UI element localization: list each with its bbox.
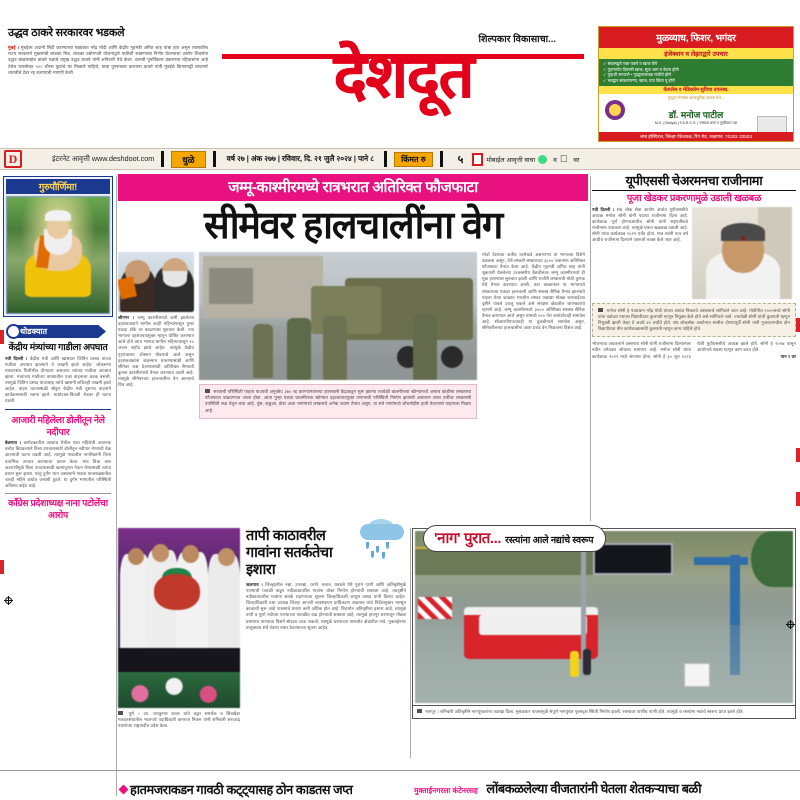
mid-story-dateline: जळगाव । <box>246 582 263 587</box>
lead-story-body <box>8 45 208 76</box>
newspaper-logo: देशदूत <box>333 43 473 111</box>
person-shape <box>570 651 579 677</box>
flood-caption <box>417 709 791 715</box>
divider <box>161 151 164 167</box>
photo-flooded-street <box>415 531 793 703</box>
main-body-left <box>118 315 194 388</box>
right-story-highlight-box <box>592 303 796 337</box>
photo-leaders <box>118 252 194 312</box>
mobile-and: व <box>553 156 557 164</box>
highlight-text: मनोज सोनी हे पंतप्रधान नरेंद्र मोदी यांच्या अत्यंत निकटचे असल्याचे सांगितले जात आहे. मोदींनीच २००५मध्ये सोनी यांना वडोदरा एमएस विद्यापीठात कुलपती म्हणून नियुक्त केले होते असे सांगितले जाते. ज्यावेळी सोनी यांची कुलपती म्हणून नियुक्ती झाली तेव्हा ते अवघे ४० वर्षांचे होते. संघ लोकसेवा आयोगात सामील होण्यापूर्वी सोनी यांनी गुजरातमधील दोन विद्यापीठात तीन कार्यकाळासाठी कुलपती म्हणून काम पाहिले होते. <box>598 308 791 332</box>
gurupournima-title: गुरुपौर्णिमा! <box>6 179 110 194</box>
hair-shape <box>45 210 72 222</box>
main-text-right: मोर्चा देशाच्या अतीव उत्तरेकडे असणाऱ्या या भागाच्या दिशेने वळवला असून, येथे लष्करी लष्कराच्या ३००० जवानांना अतिरिक्त फौजफाटा तैनात केला आहे. केंद्रीय गृहमंत्री अमित शाह यांनी शुक्रवारी घेतलेल्या उच्चस्तरीय बैठकीनंतर जम्मू काश्मीरमध्ये ही मूळ हलण्यास सुरुवात झाली आणि राजौरी लष्कराची मोठी कुमक येथे तैनात करण्यात आली. फार काळानंतर या भागामध्ये लष्कराच्या एकंदर हालचाली आणि सशस्त्र सैनिक तैनात झाल्याचे पाहता येत्या काळात भारतीय लष्कर एखाद्या मोठ्या कारवाईच्या दृष्टीने पावले उचलू शकले असे संरक्षण क्षेत्रातील जाणकारांचे म्हणणे आहे. जम्मू काश्मीरमध्ये ३००० अतिरिक्त सशस्त्र सैनिक तैनात करण्यात आले असून यामध्ये ५०० पॅरा कमांडोंचाही समावेश आहे. सीआरपीएफच्याही या तुकडीमध्ये समावेश असून, सीमेवरीलच्या हालचालींना आता प्रचंड वेग मिळताना दिसत आहे. <box>482 252 585 331</box>
gantry-arm-shape <box>694 557 748 565</box>
tree-shape <box>751 531 793 587</box>
ad-top-line: गुदद्वार रोगांच्या अत्याधुनिक उपचार येथे... <box>668 96 724 101</box>
registration-mark-icon <box>786 620 795 629</box>
lead-story-dateline: मुंबई । <box>8 45 20 50</box>
edge-marker <box>796 448 800 462</box>
sidebar-dateline: बेळगाव । <box>5 440 22 446</box>
edge-marker <box>796 492 800 506</box>
edition-city-badge[interactable]: धुळे <box>171 151 205 168</box>
mid-text-col <box>246 528 406 729</box>
website-link[interactable]: इंटरनेट आवृत्ती www.deshdoot.com <box>52 154 155 163</box>
dais-shape <box>118 648 240 674</box>
main-col-left <box>118 252 194 419</box>
bus-roof-shape <box>464 607 598 615</box>
banner-circle-icon <box>6 324 21 339</box>
sidebar-article-2 <box>0 415 116 489</box>
sidebar-article-1 <box>0 342 116 404</box>
masthead <box>0 0 800 146</box>
photo-upsc-chairman <box>692 207 792 299</box>
sidebar-text: कर्नाटकातील आकांथ येथील एका महिलेची अचानक तब्येत बिघडल्याने तिला उपचारासाठी डोलीतून नदीपार नेण्याची वेळ आल्याची घटना घडली आहे. त्यामुळे गावातील नागरिकांनी तिला प्राथमिक उपचार करण्याचा प्रयत्न केला. मात्र तिचा त्रास अडचणीमुळे तिला उपचारासाठी खानापूरला नेऊन येण्यासाठी त्यांचा प्रयत्न सुरू झाला. परंतु दुर्गम भाग असल्याने गावात पावसाळ्यातील चारही महिने अर्थात जगाशी तुटले. या दुर्गम भागातील परिस्थिती अतिशय वाईट आहे. <box>5 440 111 488</box>
photo-army-deployment <box>199 252 477 380</box>
sage-illustration <box>6 196 110 314</box>
flood-title-bubble <box>423 525 606 552</box>
mobile-on: वर <box>565 156 572 164</box>
person-shape <box>583 649 591 675</box>
issue-meta: वर्ष २७ | अंक २७७ | रविवार, दि. २१ जुलै २०२४ | पाने ८ <box>226 154 375 163</box>
mid-photo-caption <box>118 711 240 729</box>
gurupournima-feature <box>3 176 113 317</box>
building-shape <box>209 268 253 304</box>
main-photo-caption-box <box>199 384 477 419</box>
main-story <box>118 174 588 419</box>
advertisement-medical[interactable] <box>598 26 794 142</box>
soldier-shape <box>253 324 273 378</box>
divider <box>213 151 216 167</box>
kiosk-shape <box>684 663 710 687</box>
deshdoot-d-logo-icon <box>4 150 26 168</box>
diamond-bullet-icon <box>119 784 129 794</box>
right-column-story <box>592 174 796 360</box>
right-story-highlight <box>598 308 790 332</box>
read-more-link[interactable]: पान २ वर <box>780 353 796 359</box>
beard-shape <box>163 271 187 287</box>
sidebar-divider <box>5 493 111 494</box>
right-story-dateline: नवी दिल्ली । <box>592 207 615 212</box>
column-rule <box>410 528 411 758</box>
main-story-headline: सीमेवर हालचालींना वेग <box>204 205 502 247</box>
person-shape <box>208 554 240 658</box>
divider <box>384 151 387 167</box>
sidebar-body <box>5 356 111 405</box>
ad-doctor-block <box>599 94 793 132</box>
right-story-rule <box>592 190 796 191</box>
main-col-right <box>482 252 585 419</box>
lead-story-text: मुंबईला अदानी सिटी करण्याच्या षड्यंत्रात नरेंद्र मोदी आणि केंद्रीय गृहमंत्री अमित शाह यांचा हात असून त्यासाठीच राज्य सरकारने मुख्यमंत्री लाडका मित्र, लाडका उद्योगपती योजनाद्वारे पाठीशी राखण्याचा निर्णय घेतल्याचा आरोप शिवसेना उद्धव बाळासाहेब ठाकरे पक्षाचे प्रमुख उद्धव ठाकरे यांनी शनिवारी येथे केला. धारावी पुनर्विकास प्रकरणात रहिवाशांना आहे तेथेच घरासोबत ५०० चौरस फुटांचे घर मिळाले पाहिजे, याचा पुनरुच्चार करताना ठाकरे यांनी मुंबईचे किनारपट्टी लावणारे धारावीचे टेंडर रद्द करण्याची मागणी केली. <box>8 45 208 75</box>
ad-doctor-name: डॉ. मनोज पाटील <box>668 110 724 121</box>
main-photo-caption <box>205 389 471 414</box>
soldier-shape <box>323 316 347 380</box>
bottom-left-headline: हातमजराकडन गावठी कट्ट्यासह ठोन काडतस जप्त <box>130 782 353 797</box>
led-billboard-shape <box>593 543 673 575</box>
brief-label: थोडक्यात <box>20 327 48 336</box>
info-bar <box>0 148 800 170</box>
mid-photo-caption-text: पुणे । आ. जयकुमार रावल यांचे कट्टर समर्थक व शिंदखेडा मतदारसंघातील भाजपचे पदाधिकारी कमराज निकम यांनी शनिवारी शरदचंद्र पवारांच्या राष्ट्रवादीत प्रवेश केला. <box>118 711 241 729</box>
flowers-shape <box>118 672 240 708</box>
flood-caption-box <box>412 706 796 719</box>
caption-text: सध्याची परिस्थिती पाहता याआधी अनुच्छेद ३७० रद्द करण्यानंतरच्या हालचाली केंद्राकडून सुरू झाल्या त्यावेळी काश्मीरच्या खोऱ्यामध्ये असाच काहीसा लष्कराचा फौजफाटा वाढवण्यात आला होता. आता पुन्हा एकदा काश्मीरच्या खोऱ्यात दहशतवादमुक्त तणावाची परिस्थिती निर्माण झालेली असताना त्याच धर्तीवर लष्कराची उपस्थिती लक्ष वेधून जात आहे. पुंछ, कठुआ, डोडा अशा भागांमध्ये लष्कराचे अनेक जवान तैनात असून, या सर्व भागांमध्ये शोधमोहीम हाती घेतल्याचे पाहायला मिळत आहे. <box>205 389 471 413</box>
sidebar-body <box>5 440 111 489</box>
main-text-left: जम्मू काश्मीरमध्ये कमी झालेल्या दहशतवादाने मागील काही महिन्यांपासून पुन्हा एकदा डोके वर काढण्यास सुरुवात केली. ज्या भागाला दहशतवादमुक्त म्हणून घोषित करण्यात आले होते त्याच भागात मागील महिन्यापासून १० जवान शहीद झाले आहेत. त्यामुळे केंद्रीय गृहमंत्रालय अ‍ॅक्शन मोडमध्ये आले असून दहशतवाद्यांना कंठस्नान घालण्यासाठी आणि सीमेवर लक्ष ठेवण्यासाठी अतिरिक्त सैन्याची कुमक काश्मीरमध्ये तैनात करण्यात आली आहे. त्यामुळे सीमेवरच्या हालचालींना वेग आल्याचे चित्र आहे. <box>118 315 194 388</box>
sidebar-headline: काँग्रेस प्रदेशाध्यक्ष नाना पटोलेंचा आरोप <box>8 498 108 520</box>
sidebar-divider <box>5 409 111 410</box>
logo-letter: D <box>4 150 22 168</box>
ad-title-band <box>599 27 793 48</box>
column-rule <box>590 176 591 521</box>
right-story-textcol <box>592 207 688 299</box>
sidebar-headline: केंद्रीय मंत्र्यांच्या गाडीला अपघात <box>8 342 108 352</box>
ad-contact-footer: लांब हॉस्पिटल, जिल्हा पेठेजवळ, रिंग रोड, जळगाव. 70302 33533 <box>599 132 793 141</box>
price-value: ५ <box>457 153 464 166</box>
right-story-text: संघ लोक सेवा आयोग अर्थात यूपीएससीचे अध्यक्ष मनोज सोनी यांनी पदाचा राजीनामा दिला आहे. कार्यकाळ पूर्ण होण्याआधीच सोनी यांनी राष्ट्रपतींकडे राजीनामा पाठवला आहे. त्यामुळे एकच खळबळ उडाली आहे. सोनी यांचा कार्यकाळ २०२९ पर्यंत होता, मात्र त्यांनी पाच वर्ष आधीच राजीनामा दिल्याने आश्चर्य व्यक्त केले जात आहे. <box>592 207 688 243</box>
mid-story-text: जिल्ह्यातील नद्या, उपनद्या, धरणे, तलाव, धबधबे येथे पुराने पाणी आणि अतिवृष्टीमुळे पाण्याची पातळी वाढून नदीकाठावरील गावांना धोका निर्माण होण्याची शक्यता आहे. त्यादृष्टीने नदीकाठावरील गावांना सतर्क राहण्याच्या सूचना जिल्हाधिकारी आयुष प्रसाद यांनी दिल्या आहेत. जिल्हाधिकारी तथा अध्यक्ष जिल्हा आपत्ती व्यवस्थापन प्राधिकरण जळगाव यांचे निर्देशानुसार मान्सून काळाची सुरू आहे पावसाचे प्रमाण कमी अधिक होत आहे. विदर्भात अतिवृष्टीचा इशारा आहे. त्यामुळे तापी व पूर्णा नदीच्या पाण्याच्या पातळीत वाढ होण्याची शक्यता आहे. त्यामुळे हातनूर धरणातून मोठ्या प्रमाणात पाण्याचा विसर्ग सोडला जाऊ शकतो, त्यामुळे धरणाच्या पाणलोट क्षेत्रातील गावे, मुक्ताईनगर तालुक्यात सर्व यंत्रणा तयार ठेवण्याच्या सूचना आहेत. <box>246 582 406 630</box>
tilak-shape <box>741 236 745 241</box>
flood-caption-text: नागपूर । शनिवारी अतिवृष्टीने नागपूरकरांना तडाखा दिला. मुसळधार पावसामुळे संपूर्ण नागपुरात पूरसदृश स्थिती निर्माण झाली. रस्त्यावर पाणीच पाणी होते. त्यामुळे व रस्त्यांना नद्यांचे स्वरूप प्राप्त झाले होते. <box>425 709 744 714</box>
mobile-edition-label: मोबाईल आवृत्ती वाचा <box>486 156 536 164</box>
registration-mark-icon <box>4 596 13 605</box>
soldier-shape <box>287 318 311 380</box>
masthead-lead-story <box>8 27 208 76</box>
edge-marker <box>0 330 4 344</box>
mid-story-grid <box>118 528 408 729</box>
column-rule <box>116 176 117 796</box>
right-story-bottom-columns <box>592 341 796 359</box>
ad-doctor-degrees: M.S. (Shalya) | F.A.R.C.S. | नरसाळ शस्त्र व गुदविकार तज्ञ <box>654 121 738 126</box>
right-story-top <box>592 207 796 299</box>
right-story-subheadline: पूजा खेडकर प्रकरणामुळे उडाली खळबळ <box>626 193 762 204</box>
head-shape <box>128 548 144 565</box>
main-dateline: श्रीनगर । <box>118 315 135 320</box>
bottom-right-headline: लोंबकळलेल्या वीजतारांनी घेतला शेतकऱ्याचा बळी <box>486 781 702 796</box>
head-shape <box>182 545 199 563</box>
flood-photo-frame <box>412 528 796 706</box>
caption-marker-icon <box>417 709 422 713</box>
bottom-left-story[interactable] <box>120 780 408 798</box>
right-story-body <box>592 207 688 244</box>
highlight-marker-icon <box>598 308 603 312</box>
tagline: शिल्पकार विकासाचा... <box>478 34 556 45</box>
ad-facility-text: कॅशलेस व मेडिक्लेम सुविधा उपलब्ध. <box>599 86 793 94</box>
left-sidebar <box>0 174 116 800</box>
right-story-body2: भोजनाचा अग्रकमांने असणारा सोनी यांनी राजीनामा दिल्यानंतर नवीन उमेदवार शोधावा लागणार आहे. मनोज सोनी यांचा कार्यकाळ २०२९ मध्ये संपणार होता. सोनी हे ३० जून २०२३ रोजी यूपीएससीचे अध्यक्ष झाले होते. सोनी हे २०१७ पासून आयोगाचे सदस्य म्हणून काम करत होते. <box>592 341 796 359</box>
mid-story <box>118 528 408 729</box>
photo-felicitation <box>118 528 240 708</box>
mid-photo-col <box>118 528 240 729</box>
lead-story-headline: उद्धव ठाकरे सरकारवर भडकले <box>8 27 125 39</box>
bottom-right-story[interactable] <box>414 779 798 798</box>
ad-bullet: ✓ गुदाशी लटकणे • गुदद्वाराजवळ गाठीचे होणे <box>603 72 672 78</box>
ad-title: मुळव्याध, फिशर, भगंदर <box>656 33 736 44</box>
sidebar-headline: आजारी महिलेला डोलीतून नेले नदीपार <box>11 415 105 437</box>
main-col-center <box>199 252 477 419</box>
sidebar-dateline: नवी दिल्ली । <box>5 355 28 361</box>
wheel-shape <box>441 346 463 368</box>
flood-title-red: 'नाग' पुरात... <box>434 530 502 547</box>
brief-section-banner <box>4 324 112 340</box>
app-icon[interactable] <box>472 153 483 166</box>
ad-subtitle: इंजेक्शन व लेझरद्वारे उपचार <box>599 48 793 59</box>
bottom-right-kicker: मुक्ताईनगरला कंटेनरसह <box>414 786 478 795</box>
sidebar-text: केंद्रीय मंत्री आणि खासदार जितिन प्रसाद यांच्या गाडीला अपघात झाल्याने ते जखमी झाले आहेत. लोकसभा मतदारसंघ पिलीभीत दौऱ्यावर असताना त्यांच्या गाडीला अपघात झाला. मंत्र्यांच्या गाडीच्या ताफ्यातील एका वाहनाला धडक बसली. त्यामुळे जितिन प्रसाद यांच्यासह त्यांचे खासगी सचिवही जखमी झाले आहेत. वाहन घटनास्थळी सोडून केंद्रीय मंत्री दुसऱ्या वाहनाने कार्यक्रमासाठी रवाना झाले. माधोटाडा-बिजती रोडवर ही घटना घडली. <box>5 355 112 404</box>
main-story-grid <box>118 252 588 419</box>
head-shape <box>152 544 169 562</box>
caption-marker-icon <box>118 711 123 715</box>
ad-bullet: ✓ मलद्वार सांडवणाऱ्या, खाज, गाठ किंवा पू होणे <box>603 77 675 83</box>
edge-marker <box>796 318 800 332</box>
edge-marker <box>0 560 4 574</box>
divider <box>440 151 443 167</box>
caption-marker-icon <box>205 389 210 393</box>
head-shape <box>218 548 235 566</box>
traffic-barricade-shape <box>418 597 452 619</box>
mid-story-body <box>246 582 406 631</box>
flood-story <box>412 528 796 719</box>
bus-windows-shape <box>479 615 587 635</box>
soldier-shape <box>413 314 437 380</box>
ad-bullet-list <box>599 59 793 86</box>
nameplate <box>212 20 594 140</box>
apple-icon[interactable] <box>560 154 568 165</box>
mid-story-headline: तापी काठावरील गावांना सतर्कतेचा इशारा <box>246 528 333 578</box>
ad-bullet: ✓ गुदमार्गात दिवाणी खाज, सूज आग व वेदना होणे <box>603 66 679 72</box>
bottom-headline-bar <box>0 770 800 800</box>
right-story-headline: यूपीएससी चेअरमनचा राजीनामा <box>625 174 763 188</box>
flood-title-black: रस्त्यांना आले नद्यांचे स्वरूप <box>505 535 594 546</box>
android-icon[interactable] <box>538 155 547 164</box>
ad-bullet: ✓ संडासद्वारे रक्त पडणे व खाज येणे <box>603 61 658 66</box>
bouquet-shape <box>154 574 200 610</box>
price-label: किंमत रु <box>394 152 433 167</box>
main-story-strap: जम्मू-काश्मीरमध्ये रात्रभरात अतिरिक्त फौजफाटा <box>118 174 588 201</box>
sidebar-article-3 <box>0 498 116 521</box>
